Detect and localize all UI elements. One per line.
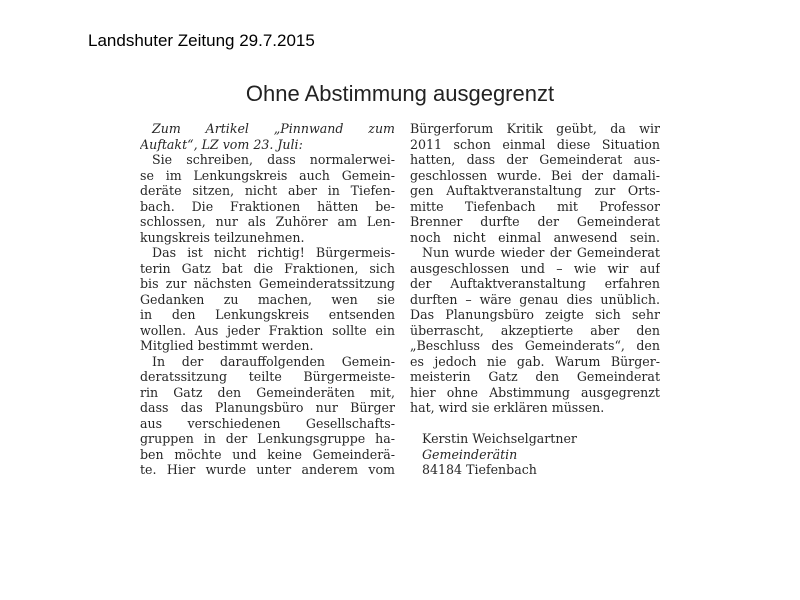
text-line: hier ohne Abstimmung ausgegrenzt: [410, 384, 660, 400]
text-line: dass das Planungsbüro nur Bürger: [140, 400, 395, 415]
text-line: Gemeinderätin: [422, 446, 518, 462]
text-line: geschlossen wurde. Bei der damali-: [410, 167, 660, 183]
newspaper-clipping: [140, 75, 660, 535]
text-line: durften – wäre genau dies unüblich.: [410, 291, 660, 307]
text-line: „Beschluss des Gemeinderats“, den: [410, 338, 660, 353]
text-line: Mitglied bestimmt werden.: [140, 338, 314, 353]
text-line: rin Gatz den Gemeinderäten mit,: [140, 384, 395, 400]
text-line: schlossen, nur als Zuhörer am Len-: [140, 214, 395, 229]
text-line: Brenner durfte der Gemeinderat: [410, 214, 660, 229]
text-line: hat, wird sie erklären müssen.: [410, 400, 605, 415]
text-line: noch nicht einmal anwesend sein.: [410, 229, 660, 245]
text-line: te. Hier wurde unter anderem vom: [140, 462, 395, 477]
text-line: bis zur nächsten Gemeinderatssitzung: [140, 276, 395, 291]
text-line: hatten, dass der Gemeinderat aus-: [410, 152, 660, 167]
article-column-left: [140, 121, 395, 478]
text-line: aus verschiedenen Gesellschafts-: [140, 415, 395, 431]
text-line: meisterin Gatz den Gemeinderat: [410, 369, 660, 384]
text-line: ben möchte und keine Gemeinderä-: [140, 446, 395, 462]
text-line: terin Gatz bat die Fraktionen, sich: [140, 260, 395, 276]
text-line: deratssitzung teilte Bürgermeiste-: [140, 369, 395, 384]
text-line: ausgeschlossen und – wie wir auf: [410, 260, 660, 276]
text-line: Nun wurde wieder der Gemeinderat: [422, 245, 660, 260]
text-line: Zum Artikel „Pinnwand zum: [152, 121, 395, 136]
text-line: [410, 416, 660, 432]
text-line: Sie schreiben, dass normalerwei-: [152, 152, 395, 167]
text-line: gen Auftaktveranstaltung zur Orts-: [410, 183, 660, 198]
text-line: se im Lenkungskreis auch Gemein-: [140, 167, 395, 183]
text-line: überrascht, akzeptierte aber den: [410, 322, 660, 338]
text-line: Auftakt“, LZ vom 23. Juli:: [140, 136, 303, 152]
text-line: Das ist nicht richtig! Bürgermeis-: [152, 245, 395, 260]
text-line: wollen. Aus jeder Fraktion sollte ein: [140, 322, 395, 338]
source-caption: Landshuter Zeitung 29.7.2015: [88, 31, 315, 50]
text-line: gruppen in der Lenkungsgruppe ha-: [140, 431, 395, 446]
article-headline: Ohne Abstimmung ausgegrenzt: [245, 81, 555, 106]
text-line: deräte sitzen, nicht aber in Tiefen-: [140, 183, 395, 198]
text-line: mitte Tiefenbach mit Professor: [410, 198, 660, 214]
text-line: bach. Die Fraktionen hätten be-: [140, 198, 395, 214]
text-line: kungskreis teilzunehmen.: [140, 229, 305, 245]
text-line: Das Planungsbüro zeigte sich sehr: [410, 307, 660, 322]
text-line: es jedoch nie gab. Warum Bürger-: [410, 353, 660, 369]
text-line: Kerstin Weichselgartner: [422, 431, 577, 446]
text-line: Gedanken zu machen, wen sie: [140, 291, 395, 307]
text-line: der Auftaktveranstaltung erfahren: [410, 276, 660, 291]
text-line: 84184 Tiefenbach: [422, 462, 537, 477]
text-line: In der darauffolgenden Gemein-: [152, 353, 395, 369]
text-line: 2011 schon einmal diese Situation: [410, 136, 660, 152]
text-line: in den Lenkungskreis entsenden: [140, 307, 395, 322]
text-line: Bürgerforum Kritik geübt, da wir: [410, 121, 660, 136]
article-column-right: [410, 121, 660, 478]
